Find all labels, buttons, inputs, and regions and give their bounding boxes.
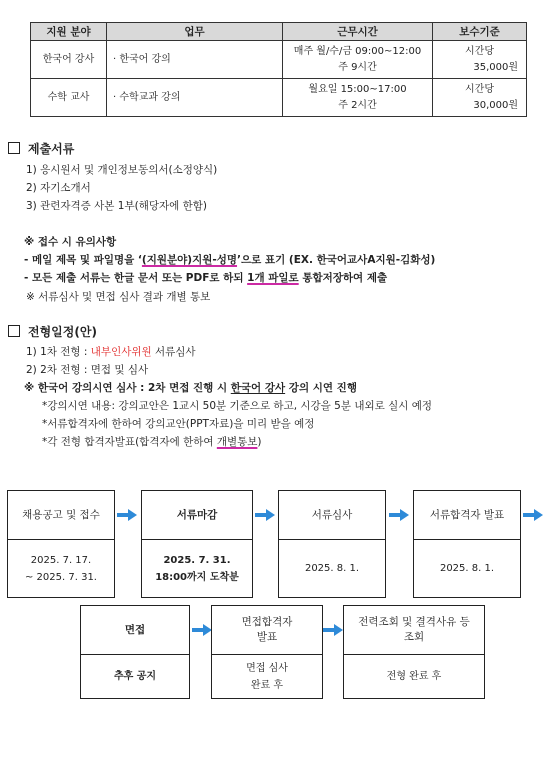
table-header: 업무 xyxy=(107,23,283,41)
flow-step-header xyxy=(212,606,322,655)
table-header-row xyxy=(31,23,527,41)
pay-amount: 35,000원 xyxy=(473,61,518,73)
flow-step-header: 서류합격자 발표 xyxy=(414,491,520,540)
hours-total: 주 9시간 xyxy=(338,61,377,73)
schedule-text: 강의 시연 진행 xyxy=(285,382,357,394)
arrow-right-icon xyxy=(389,509,409,521)
flow-body-line: 완료 후 xyxy=(250,679,284,691)
checkbox-square-icon xyxy=(8,142,20,154)
table-row xyxy=(31,41,527,79)
notice-line-1 xyxy=(24,252,435,267)
duty-cell: · 한국어 강의 xyxy=(107,41,283,79)
docs-item: 1) 응시원서 및 개인정보동의서(소정양식) xyxy=(26,164,218,176)
pay-unit: 시간당 xyxy=(465,83,494,95)
flow-step-header: 서류심사 xyxy=(279,491,385,540)
schedule-text: ※ 한국어 강의시연 심사 : 2차 면접 진행 시 xyxy=(24,382,231,394)
arrow-right-icon xyxy=(323,624,343,636)
schedule-line-1 xyxy=(26,344,196,359)
table-row xyxy=(31,79,527,117)
notice-text: - 모든 제출 서류는 한글 문서 또는 PDF로 하되 xyxy=(24,272,248,284)
notice-underlined: (지원분야)지원-성명 xyxy=(141,254,238,266)
schedule-line-4: *강의시연 내용: 강의교안은 1교시 50분 기준으로 하고, 시강을 5분 내외로 실시 예정 xyxy=(42,400,432,412)
docs-section-title xyxy=(8,140,74,157)
flow-step-header xyxy=(344,606,484,655)
arrow-right-icon xyxy=(192,624,212,636)
checkbox-square-icon xyxy=(8,325,20,337)
schedule-line-5: *서류합격자에 한하여 강의교안(PPT자료)을 미리 받을 예정 xyxy=(42,418,315,430)
flow-step-announcement xyxy=(7,490,115,598)
schedule-highlight: 내부인사위원 xyxy=(90,346,152,358)
flow-date: 2025. 7. 17. xyxy=(30,554,92,566)
schedule-text: ) xyxy=(257,436,262,448)
table-header: 근무시간 xyxy=(283,23,433,41)
schedule-text: 서류심사 xyxy=(151,346,196,358)
flow-date: 18:00까지 도착분 xyxy=(155,571,239,583)
schedule-section-title xyxy=(8,323,97,340)
schedule-text: *각 전형 합격자발표(합격자에 한하여 xyxy=(42,436,217,448)
arrow-right-icon xyxy=(523,509,543,521)
flow-date: 2025. 7. 31. xyxy=(163,554,231,566)
flow-header-line: 전력조회 및 결격사유 등 xyxy=(358,616,470,628)
table-header: 보수기준 xyxy=(433,23,527,41)
flow-step-body xyxy=(142,540,252,597)
schedule-title-text: 전형일정(안) xyxy=(28,325,97,339)
arrow-right-icon xyxy=(255,509,275,521)
notice-text: ’으로 표기 (EX. 한국어교사A지원-김화성) xyxy=(237,254,436,266)
hours-cell xyxy=(283,79,433,117)
flow-step-screening xyxy=(278,490,386,598)
flow-step-body xyxy=(279,540,385,597)
flow-date: ~ 2025. 7. 31. xyxy=(25,571,97,583)
pay-amount: 30,000원 xyxy=(473,99,518,111)
schedule-underlined: 개별통보 xyxy=(216,436,258,448)
pay-cell xyxy=(433,79,527,117)
flow-step-header: 면접 xyxy=(81,606,189,655)
pay-unit: 시간당 xyxy=(465,45,494,57)
notice-line-2 xyxy=(24,270,387,285)
flow-step-doc-result xyxy=(413,490,521,598)
flow-step-body: 추후 공지 xyxy=(113,671,157,682)
flow-body-line: 면접 심사 xyxy=(246,662,288,674)
flow-step-interview xyxy=(80,605,190,699)
docs-title-text: 제출서류 xyxy=(28,142,75,156)
docs-item: 2) 자기소개서 xyxy=(26,182,91,194)
arrow-right-icon xyxy=(117,509,137,521)
flow-header-line: 발표 xyxy=(256,631,278,643)
duty-cell: · 수학교과 강의 xyxy=(107,79,283,117)
schedule-line-6 xyxy=(42,434,262,449)
flow-step-deadline xyxy=(141,490,253,598)
schedule-text: 1) 1차 전형 : xyxy=(26,346,91,358)
field-cell: 수학 교사 xyxy=(31,79,107,117)
flow-step-background-check xyxy=(343,605,485,699)
table-header: 지원 분야 xyxy=(31,23,107,41)
hours-total: 주 2시간 xyxy=(338,99,377,111)
flow-step-header: 서류마감 xyxy=(142,491,252,540)
jobs-table xyxy=(30,22,527,117)
schedule-line-2: 2) 2차 전형 : 면접 및 심사 xyxy=(26,364,149,376)
notice-text: 통합저장하여 제출 xyxy=(298,272,388,284)
docs-item: 3) 관련자격증 사본 1부(해당자에 한함) xyxy=(26,200,208,212)
notice-title: ※ 접수 시 유의사항 xyxy=(24,236,117,248)
pay-cell xyxy=(433,41,527,79)
schedule-underlined: 한국어 강사 xyxy=(230,382,286,394)
hours-line: 매주 월/수/금 09:00~12:00 xyxy=(293,45,422,57)
hours-cell xyxy=(283,41,433,79)
hours-line: 월요일 15:00~17:00 xyxy=(308,83,407,95)
flow-step-interview-result xyxy=(211,605,323,699)
flow-date: 2025. 8. 1. xyxy=(439,563,495,574)
schedule-line-3 xyxy=(24,380,357,395)
flow-date: 2025. 8. 1. xyxy=(304,563,360,574)
notice-underlined: 1개 파일로 xyxy=(247,272,299,284)
notice-line-3: ※ 서류심사 및 면접 심사 결과 개별 통보 xyxy=(26,291,211,303)
flow-step-body xyxy=(8,540,114,597)
flow-header-line: 조회 xyxy=(403,631,425,643)
flow-header-line: 면접합격자 xyxy=(241,616,293,628)
flow-step-body: 전형 완료 후 xyxy=(386,671,442,682)
field-cell: 한국어 강사 xyxy=(31,41,107,79)
flow-step-body xyxy=(414,540,520,597)
notice-text: - 메일 제목 및 파일명을 ‘ xyxy=(24,254,142,266)
flow-step-body xyxy=(212,655,322,698)
flow-step-header: 채용공고 및 접수 xyxy=(8,491,114,540)
